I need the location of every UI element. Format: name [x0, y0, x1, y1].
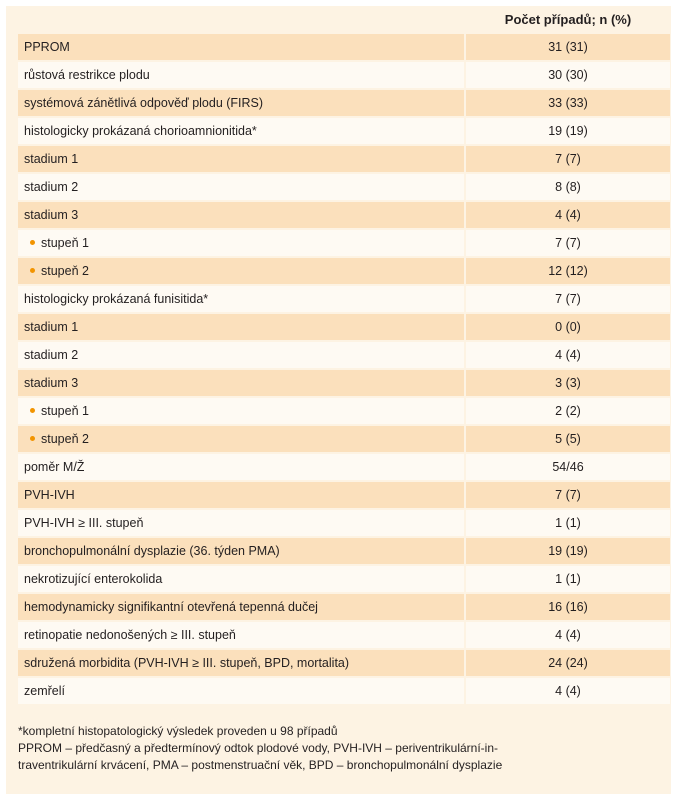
row-value: 4 (4) — [466, 622, 670, 648]
table-row — [18, 622, 670, 648]
row-label: stupeň 1 — [41, 236, 89, 250]
row-value: 24 (24) — [466, 650, 670, 676]
row-value: 1 (1) — [466, 510, 670, 536]
table-row — [18, 678, 670, 704]
table-row — [18, 538, 670, 564]
row-value: 0 (0) — [466, 314, 670, 340]
row-label-cell — [18, 90, 464, 116]
row-value: 33 (33) — [466, 90, 670, 116]
table-row — [18, 146, 670, 172]
row-label-cell — [18, 314, 464, 340]
row-label-cell — [18, 62, 464, 88]
row-value: 12 (12) — [466, 258, 670, 284]
bullet-icon — [30, 436, 35, 441]
row-label-cell — [18, 482, 464, 508]
row-value: 4 (4) — [466, 202, 670, 228]
row-label: stadium 2 — [24, 180, 79, 194]
row-label: stupeň 2 — [41, 264, 89, 278]
table-panel — [6, 6, 671, 794]
row-label: stadium 3 — [24, 376, 79, 390]
row-value: 4 (4) — [466, 342, 670, 368]
row-label-cell — [18, 426, 464, 452]
footnote-line: *kompletní histopatologický výsledek proveden u 98 případů — [18, 724, 338, 738]
bullet-icon — [30, 408, 35, 413]
row-label: stadium 2 — [24, 348, 79, 362]
row-label-cell — [18, 510, 464, 536]
row-label: PPROM — [24, 40, 70, 54]
row-label-cell — [18, 594, 464, 620]
table-row — [18, 34, 670, 60]
row-value: 7 (7) — [466, 146, 670, 172]
row-label: růstová restrikce plodu — [24, 68, 150, 82]
row-label-cell — [18, 454, 464, 480]
row-label-cell — [18, 538, 464, 564]
row-label: retinopatie nedonošených ≥ III. stupeň — [24, 628, 236, 642]
row-label-cell — [18, 370, 464, 396]
row-label-cell — [18, 202, 464, 228]
row-label-cell — [18, 230, 464, 256]
row-value: 5 (5) — [466, 426, 670, 452]
row-label: histologicky prokázaná chorioamnionitida* — [24, 124, 257, 138]
row-value: 7 (7) — [466, 482, 670, 508]
table-header — [18, 6, 670, 34]
row-label: zemřelí — [24, 684, 65, 698]
row-label: histologicky prokázaná funisitida* — [24, 292, 209, 306]
row-value: 2 (2) — [466, 398, 670, 424]
row-label-cell — [18, 342, 464, 368]
table-row — [18, 398, 670, 424]
row-value: 1 (1) — [466, 566, 670, 592]
row-label-cell — [18, 118, 464, 144]
table-row — [18, 230, 670, 256]
row-label: stupeň 1 — [41, 404, 89, 418]
table-body — [18, 34, 670, 704]
row-value: 7 (7) — [466, 230, 670, 256]
row-value: 54/46 — [466, 454, 670, 480]
row-label: PVH-IVH — [24, 488, 75, 502]
row-label-cell — [18, 174, 464, 200]
footnote-line: traventrikulární krvácení, PMA – postmenstruační věk, BPD – bronchopulmonální dysplazie — [18, 758, 503, 772]
table-row — [18, 90, 670, 116]
row-label-cell — [18, 34, 464, 60]
row-label-cell — [18, 258, 464, 284]
row-value: 4 (4) — [466, 678, 670, 704]
table-row — [18, 650, 670, 676]
column-header-count: Počet případů; n (%) — [504, 12, 632, 27]
table-row — [18, 342, 670, 368]
table-row — [18, 286, 670, 312]
table-row — [18, 566, 670, 592]
row-label-cell — [18, 146, 464, 172]
row-label: stupeň 2 — [41, 432, 89, 446]
row-value: 16 (16) — [466, 594, 670, 620]
data-table — [18, 6, 670, 706]
row-label-cell — [18, 678, 464, 704]
row-value: 19 (19) — [466, 538, 670, 564]
bullet-icon — [30, 240, 35, 245]
table-row — [18, 482, 670, 508]
row-label-cell — [18, 286, 464, 312]
row-label: hemodynamicky signifikantní otevřená tepenná dučej — [24, 600, 318, 614]
table-row — [18, 594, 670, 620]
bullet-icon — [30, 268, 35, 273]
table-row — [18, 202, 670, 228]
row-label: bronchopulmonální dysplazie (36. týden PMA) — [24, 544, 280, 558]
row-label: systémová zánětlivá odpověď plodu (FIRS) — [24, 96, 264, 110]
table-row — [18, 510, 670, 536]
row-label: sdružená morbidita (PVH-IVH ≥ III. stupeň, BPD, mortalita) — [24, 656, 350, 670]
table-row — [18, 426, 670, 452]
table-row — [18, 118, 670, 144]
row-value: 31 (31) — [466, 34, 670, 60]
row-label-cell — [18, 650, 464, 676]
row-label: PVH-IVH ≥ III. stupeň — [24, 516, 144, 530]
table-row — [18, 258, 670, 284]
row-value: 3 (3) — [466, 370, 670, 396]
row-value: 8 (8) — [466, 174, 670, 200]
row-value: 19 (19) — [466, 118, 670, 144]
row-label-cell — [18, 398, 464, 424]
footnote-line: PPROM – předčasný a předtermínový odtok plodové vody, PVH-IVH – periventrikulární-in- — [18, 741, 498, 755]
table-row — [18, 454, 670, 480]
row-label: stadium 1 — [24, 320, 79, 334]
row-value: 30 (30) — [466, 62, 670, 88]
row-label: poměr M/Ž — [24, 460, 85, 474]
row-label-cell — [18, 622, 464, 648]
row-value: 7 (7) — [466, 286, 670, 312]
row-label-cell — [18, 566, 464, 592]
table-row — [18, 314, 670, 340]
row-label: stadium 3 — [24, 208, 79, 222]
table-row — [18, 370, 670, 396]
row-label: nekrotizující enterokolida — [24, 572, 163, 586]
footnotes — [18, 723, 666, 774]
table-row — [18, 62, 670, 88]
table-row — [18, 174, 670, 200]
row-label: stadium 1 — [24, 152, 79, 166]
